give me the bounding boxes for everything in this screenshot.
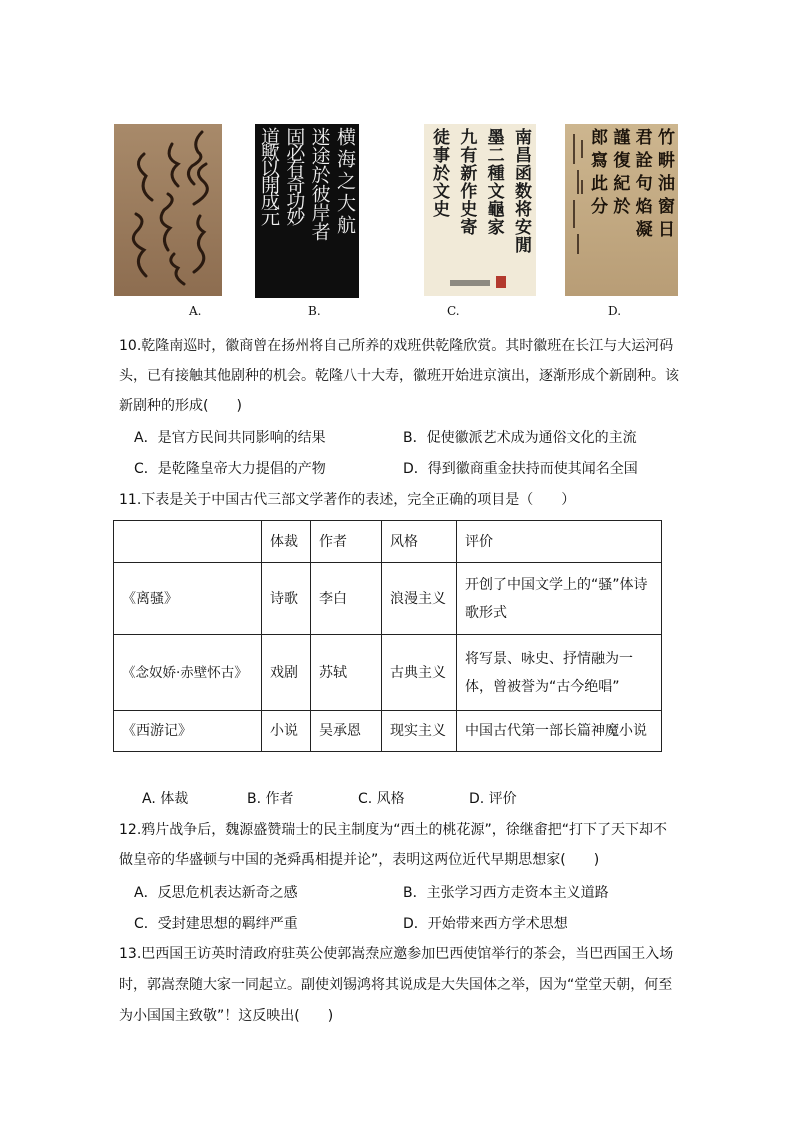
q12-option-b[interactable]: B．主张学习西方走资本主义道路	[403, 885, 609, 901]
q10-line-2: 头，已有接触其他剧种的机会。乾隆八十大寿，徽班开始进京演出，逐渐形成个新剧种。该	[119, 368, 679, 384]
q11-option-c[interactable]: C. 风格	[358, 791, 405, 807]
q12-option-d[interactable]: D．开始带来西方学术思想	[403, 916, 568, 932]
q11-option-d[interactable]: D. 评价	[469, 791, 517, 807]
table-row	[114, 563, 662, 635]
table-cell: 《西游记》	[114, 711, 262, 752]
aged-column-2: 君詮句焰凝	[631, 128, 652, 243]
q12-option-a[interactable]: A．反思危机表达新奇之感	[134, 885, 298, 901]
red-seal-icon	[496, 276, 506, 288]
table-cell: 古典主义	[382, 635, 457, 711]
q10-line-3: 新剧种的形成( )	[119, 398, 242, 414]
q13-line-1: 13.巴西国王访英时清政府驻英公使郭嵩焘应邀参加巴西使馆举行的茶会，当巴西国王入场	[119, 946, 674, 962]
rubbing-column-3: 固必有奇功妙	[283, 127, 306, 223]
image-label-a: A.	[189, 304, 202, 318]
aged-column-3: 謹復紀於	[609, 128, 630, 220]
q12-option-c[interactable]: C．受封建思想的羁绊严重	[134, 916, 298, 932]
table-header-cell: 作者	[311, 521, 382, 563]
table-cell: 现实主义	[382, 711, 457, 752]
q11-option-b[interactable]: B. 作者	[247, 791, 294, 807]
table-row	[114, 635, 662, 711]
calligraphy-image-d	[565, 124, 678, 296]
q11-stem: 11.下表是关于中国古代三部文学著作的表述，完全正确的项目是（ ）	[119, 492, 576, 508]
table-cell: 中国古代第一部长篇神魔小说	[457, 711, 662, 752]
table-cell: 苏轼	[311, 635, 382, 711]
table-cell: 开创了中国文学上的“骚”体诗歌形式	[457, 563, 662, 635]
table-cell: 戏剧	[262, 635, 311, 711]
cursive-script-strokes	[114, 124, 222, 296]
table-cell: 《念奴娇·赤壁怀古》	[114, 635, 262, 711]
image-label-d: D.	[608, 304, 622, 318]
seal-stamp-icon	[450, 280, 490, 286]
q10-line-1: 10.乾隆南巡时，徽商曾在扬州将自己所养的戏班供乾隆欣赏。其时徽班在长江与大运河码	[119, 338, 674, 354]
calligraphy-image-c	[424, 124, 536, 296]
clerical-column-1: 南昌函数将安閒	[510, 128, 531, 254]
table-header-cell: 体裁	[262, 521, 311, 563]
table-header-cell	[114, 521, 262, 563]
q12-line-1: 12.鸦片战争后，魏源盛赞瑞士的民主制度为“西土的桃花源”，徐继畬把“打下了天下却不	[119, 822, 668, 838]
table-cell: 将写景、咏史、抒情融为一体，曾被誉为“古今绝唱”	[457, 635, 662, 711]
table-cell: 《离骚》	[114, 563, 262, 635]
calligraphy-image-a	[114, 124, 222, 296]
table-cell: 浪漫主义	[382, 563, 457, 635]
table-header-cell: 评价	[457, 521, 662, 563]
q13-line-3: 为小国国主致敬”！这反映出( )	[119, 1008, 334, 1024]
rubbing-column-2: 迷途於彼岸者	[308, 127, 331, 241]
side-inscription-strokes	[568, 130, 588, 290]
q10-option-d[interactable]: D．得到徽商重金扶持而使其闻名全国	[403, 461, 638, 477]
aged-column-1: 竹畊油窗日	[653, 128, 674, 243]
table-cell: 吴承恩	[311, 711, 382, 752]
q12-line-2: 做皇帝的华盛顿与中国的尧舜禹相提并论”，表明这两位近代早期思想家( )	[119, 852, 600, 868]
table-cell: 小说	[262, 711, 311, 752]
q13-line-2: 时，郭嵩焘随大家一同起立。副使刘锡鸿将其说成是大失国体之举，因为“堂堂天朝，何至	[119, 977, 673, 993]
literature-table	[113, 520, 662, 752]
calligraphy-image-b	[255, 124, 359, 298]
clerical-column-2: 墨二種文龜家	[483, 128, 504, 236]
table-header-row	[114, 521, 662, 563]
clerical-column-4: 徒事於文史	[429, 128, 449, 218]
q11-option-a[interactable]: A. 体裁	[142, 791, 189, 807]
image-label-c: C.	[447, 304, 460, 318]
table-cell: 诗歌	[262, 563, 311, 635]
table-cell: 李白	[311, 563, 382, 635]
q10-option-b[interactable]: B．促使徽派艺术成为通俗文化的主流	[403, 430, 637, 446]
clerical-column-3: 九有新作史寄	[456, 128, 477, 236]
rubbing-column-4: 道歟以開成元	[258, 127, 280, 223]
rubbing-column-1: 横海之大航	[333, 127, 356, 237]
q10-option-c[interactable]: C．是乾隆皇帝大力提倡的产物	[134, 461, 326, 477]
image-label-b: B.	[308, 304, 321, 318]
aged-column-4: 郎寫此分	[587, 128, 607, 220]
q10-option-a[interactable]: A．是官方民间共同影响的结果	[134, 430, 326, 446]
table-row	[114, 711, 662, 752]
table-header-cell: 风格	[382, 521, 457, 563]
